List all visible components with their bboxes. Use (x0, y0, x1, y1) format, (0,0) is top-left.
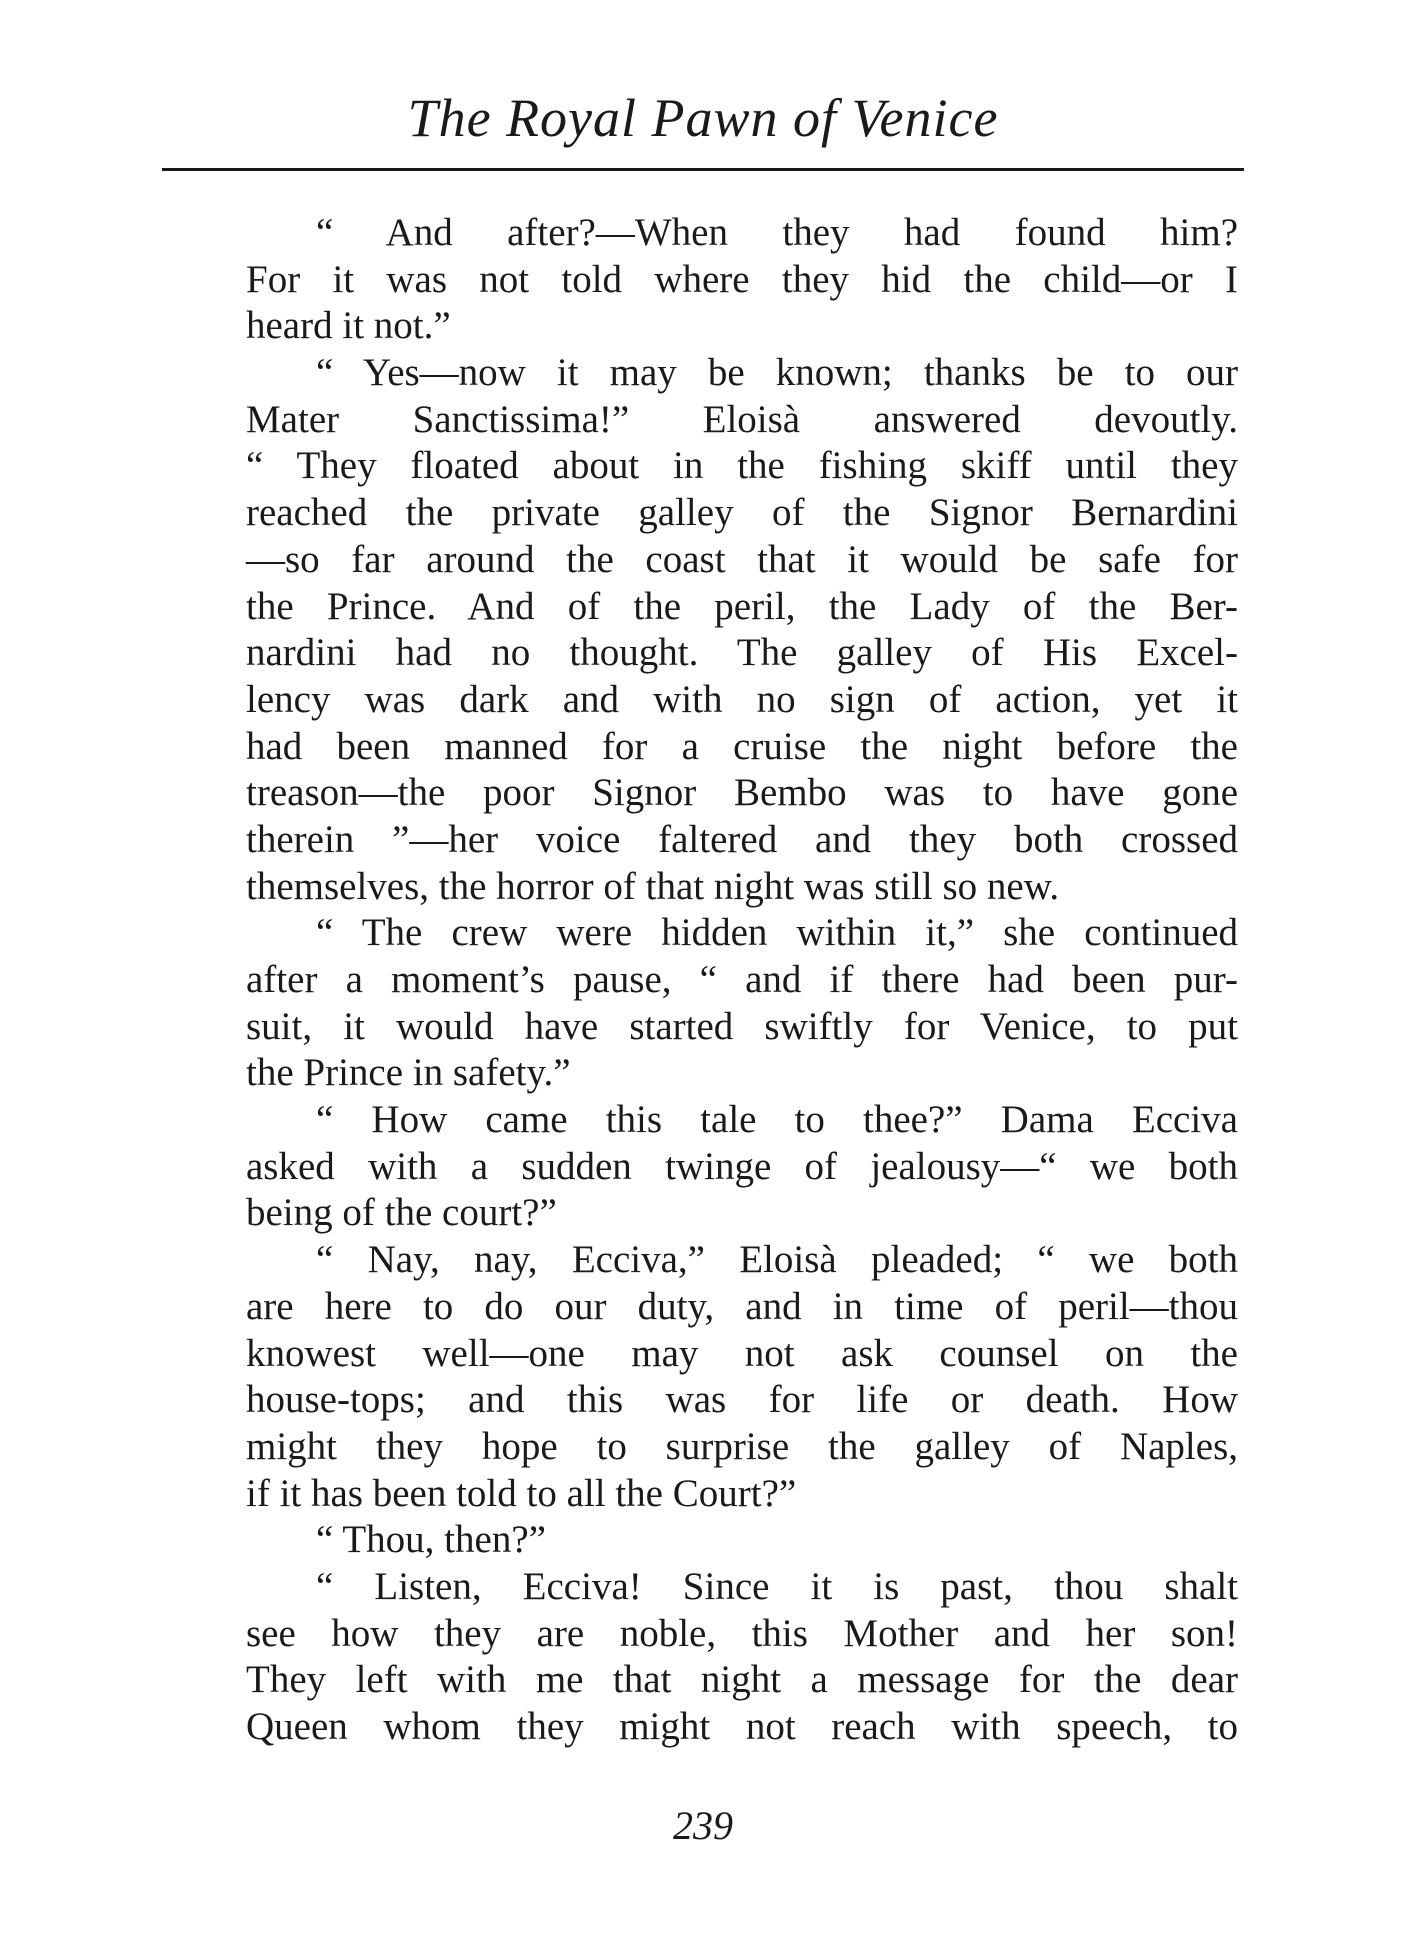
running-title: The Royal Pawn of Venice (407, 88, 999, 148)
text-line: heard it not.” (246, 304, 451, 348)
text-line: had been manned for a cruise the night before the (246, 724, 1238, 768)
text-line: Queen whom they might not reach with speech, to (246, 1705, 1238, 1748)
text-line: the Prince. And of the peril, the Lady of the Ber- (246, 584, 1238, 628)
text-line: reached the private galley of the Signor Bernardini (246, 491, 1238, 535)
text-line: “ The crew were hidden within it,” she continued (316, 911, 1238, 955)
text-line: if it has been told to all the Court?” (246, 1471, 797, 1515)
text-line: after a moment’s pause, “ and if there had been pur- (246, 958, 1238, 1001)
text-line: asked with a sudden twinge of jealousy—“ we both (246, 1144, 1238, 1188)
text-line: suit, it would have started swiftly for Venice, to put (246, 1004, 1238, 1048)
text-line: “ And after?—When they had found him? (316, 211, 1238, 254)
text-line: the Prince in safety.” (246, 1051, 571, 1095)
text-line: “ They floated about in the fishing skiff until they (246, 444, 1238, 488)
text-line: “ Nay, nay, Ecciva,” Eloisà pleaded; “ we both (316, 1238, 1238, 1282)
text-line: therein ”—her voice faltered and they both crossed (246, 817, 1238, 861)
text-line: “ Listen, Ecciva! Since it is past, thou shalt (316, 1564, 1238, 1608)
text-line: —so far around the coast that it would be safe for (246, 537, 1238, 581)
text-line: Mater Sanctissima!” Eloisà answered devoutly. (246, 397, 1238, 441)
text-line: They left with me that night a message for the dear (246, 1658, 1238, 1702)
text-line: For it was not told where they hid the child—or I (246, 257, 1238, 301)
body-text (246, 210, 1238, 1751)
text-line: “ Yes—now it may be known; thanks be to our (316, 351, 1238, 395)
text-line: see how they are noble, this Mother and her son! (246, 1611, 1238, 1655)
text-line: house-tops; and this was for life or death. How (246, 1378, 1238, 1422)
text-line: are here to do our duty, and in time of peril—thou (246, 1284, 1238, 1328)
text-line: lency was dark and with no sign of action, yet it (246, 677, 1238, 721)
text-line: treason—the poor Signor Bembo was to have gone (246, 771, 1238, 815)
text-line: “ How came this tale to thee?” Dama Ecciva (316, 1098, 1238, 1142)
page-number: 239 (673, 1803, 733, 1848)
text-line: knowest well—one may not ask counsel on the (246, 1331, 1238, 1375)
text-line: themselves, the horror of that night was still so new. (246, 864, 1060, 908)
text-line: being of the court?” (246, 1191, 557, 1235)
text-line: might they hope to surprise the galley of Naples, (246, 1424, 1238, 1468)
text-line: nardini had no thought. The galley of His Excel- (246, 631, 1238, 675)
header-rule (162, 168, 1244, 171)
text-line: “ Thou, then?” (316, 1518, 546, 1562)
